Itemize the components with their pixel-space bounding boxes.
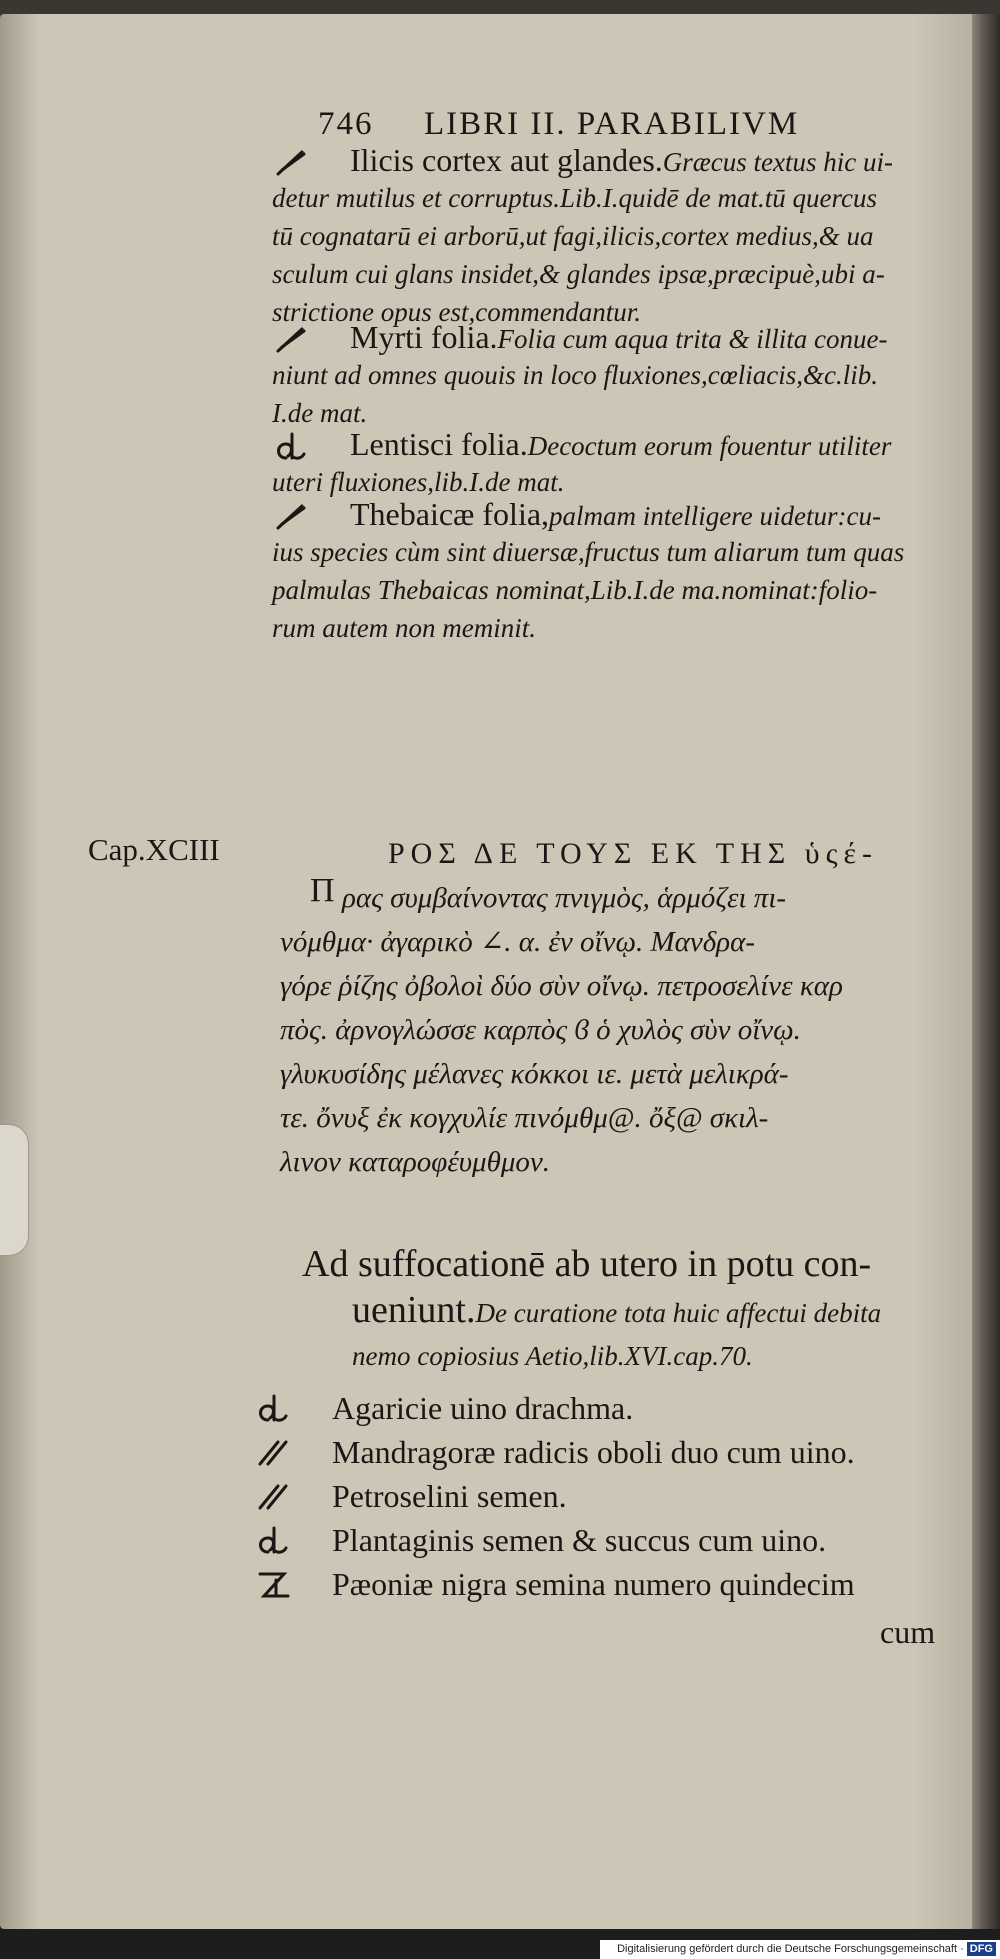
remedy-text: Petroselini semen. [332, 1478, 567, 1514]
entry-line [272, 534, 904, 570]
greek-line-text: γόρε ῥίζης ὀβολοὶ δύο σὺν οἴνῳ. πετροσελίνε καρ [280, 970, 843, 1002]
remedy-symbol [254, 1566, 294, 1602]
entry-gloss: sculum cui glans insidet,& glandes ipsæ,præcipuè,ubi a- [272, 259, 885, 289]
remedy-line [332, 1522, 826, 1560]
entry-line [272, 572, 877, 608]
greek-line [342, 880, 786, 916]
entry-gloss: tū cognatarū ei arborū,ut fagi,ilicis,cortex medius,& ua [272, 221, 874, 251]
remedy-text: Mandragoræ radicis oboli duo cum uino. [332, 1434, 855, 1470]
entry-gloss: rum autem non meminit. [272, 613, 536, 643]
obolus-icon [254, 1434, 294, 1470]
quill-icon [272, 498, 312, 534]
greek-line-text: λινον καταροφέυμθμον. [280, 1146, 551, 1178]
latin-heading-gloss: nemo copiosius Aetio,lib.XVI.cap.70. [352, 1341, 753, 1371]
greek-line-text: τε. ὄνυξ ἐκ κογχυλίε πινόμθμ@. ὄξ@ σκιλ- [280, 1102, 769, 1134]
entry-symbol [272, 144, 312, 180]
entry-gloss: niunt ad omnes quouis in loco fluxiones,cœliacis,&c.lib. [272, 360, 878, 390]
entry-line [350, 319, 888, 357]
book-page [0, 14, 972, 1929]
page-number: 746 [318, 106, 374, 142]
remedy-symbol [254, 1478, 294, 1514]
greek-line-text: γλυκυσίδης μέλανες κόκκοι ιε. μετὰ μελικρά- [280, 1058, 789, 1090]
catchword: cum [880, 1614, 936, 1650]
entry-line [272, 180, 877, 216]
dfg-logo: DFG [967, 1942, 996, 1956]
drachma-icon [254, 1522, 294, 1558]
latin-heading-gloss: De curatione tota huic affectui debita [475, 1298, 882, 1328]
entry-line [350, 496, 881, 534]
entry-term: Lentisci folia. [350, 426, 528, 462]
greek-line [280, 1100, 768, 1136]
remedy-symbol [254, 1522, 294, 1558]
greek-line [388, 836, 878, 872]
entry-gloss: I.de mat. [272, 398, 368, 428]
latin-heading-text: Ad suffocationē ab utero in potu con- [302, 1243, 872, 1285]
remedy-text: Agaricie uino drachma. [332, 1390, 634, 1426]
entry-line [272, 218, 873, 254]
entry-symbol [272, 321, 312, 357]
drachma-icon [254, 1390, 294, 1426]
greek-line [280, 968, 843, 1004]
footer-text: Digitalisierung gefördert durch die Deutsche Forschungsgemeinschaft · [617, 1943, 964, 1955]
quill-icon [272, 144, 312, 180]
entry-gloss: strictione opus est,commendantur. [272, 297, 641, 327]
entry-gloss: palmulas Thebaicas nominat,Lib.I.de ma.nominat:folio- [272, 575, 878, 605]
greek-line-text: ΡΟΣ ΔΕ ΤΟΥΣ ΕΚ ΤΗΣ ὑςέ- [388, 837, 879, 870]
entry-gloss: Decoctum eorum fouentur utiliter [527, 431, 892, 461]
greek-line-text: νόμθμα· ἀγαρικὸ ∠. α. ἐν οἴνῳ. Μανδρα- [280, 926, 755, 958]
obolus-icon [254, 1478, 294, 1514]
greek-line [280, 1056, 789, 1092]
remedy-text: Pæoniæ nigra semina numero quindecim [332, 1566, 855, 1602]
entry-gloss: palmam intelligere uidetur:cu- [549, 501, 881, 531]
drachma-icon [272, 428, 312, 464]
page-clip [0, 1124, 29, 1256]
remedy-line [332, 1434, 855, 1472]
remedy-symbol [254, 1390, 294, 1426]
entry-symbol [272, 428, 312, 464]
quill-icon [272, 321, 312, 357]
entry-gloss: ius species cùm sint diuersæ,fructus tum aliarum tum quas [272, 537, 905, 567]
entry-line [272, 464, 564, 500]
page-header [318, 106, 799, 142]
entry-line [272, 256, 885, 292]
latin-heading-line [302, 1243, 872, 1285]
latin-heading-line [352, 1338, 753, 1374]
remedy-line [332, 1566, 855, 1604]
digitization-footer [600, 1940, 1000, 1959]
running-title: LIBRI II. PARABILIVM [424, 106, 800, 142]
entry-gloss: uteri fluxiones,lib.I.de mat. [272, 467, 565, 497]
chapter-label: Cap.XCIII [88, 832, 220, 867]
greek-line-text: πὸς. ἀρνογλώσσε καρπὸς ϐ ὁ χυλὸς σὺν οἴνῳ. [280, 1014, 801, 1046]
entry-line [272, 357, 878, 393]
entry-line [350, 142, 893, 180]
remedy-line [332, 1390, 633, 1428]
entry-symbol [272, 498, 312, 534]
remedy-text: Plantaginis semen & succus cum uino. [332, 1522, 827, 1558]
greek-line [280, 924, 755, 960]
latin-heading-text: ueniunt. [352, 1289, 476, 1331]
book-right-edge [972, 14, 1000, 1929]
latin-heading-line [352, 1289, 882, 1331]
greek-line [280, 1012, 801, 1048]
numeral-icon [254, 1566, 294, 1602]
entry-term: Myrti folia. [350, 319, 498, 355]
entry-gloss: Græcus textus hic ui- [662, 147, 893, 177]
entry-gloss: detur mutilus et corruptus.Lib.I.quidē de mat.tū quercus [272, 183, 877, 213]
entry-term: Ilicis cortex aut glandes. [350, 142, 663, 178]
greek-line [280, 1144, 550, 1180]
entry-gloss: Folia cum aqua trita & illita conue- [497, 324, 888, 354]
remedy-symbol [254, 1434, 294, 1470]
entry-term: Thebaicæ folia, [350, 496, 550, 532]
remedy-line [332, 1478, 567, 1516]
greek-drop-cap: Π [310, 872, 335, 909]
entry-line [350, 426, 891, 464]
greek-line-text: ρας συμβαίνοντας πνιγμὸς, ἁρμόζει πι- [342, 882, 787, 914]
entry-line [272, 610, 536, 646]
